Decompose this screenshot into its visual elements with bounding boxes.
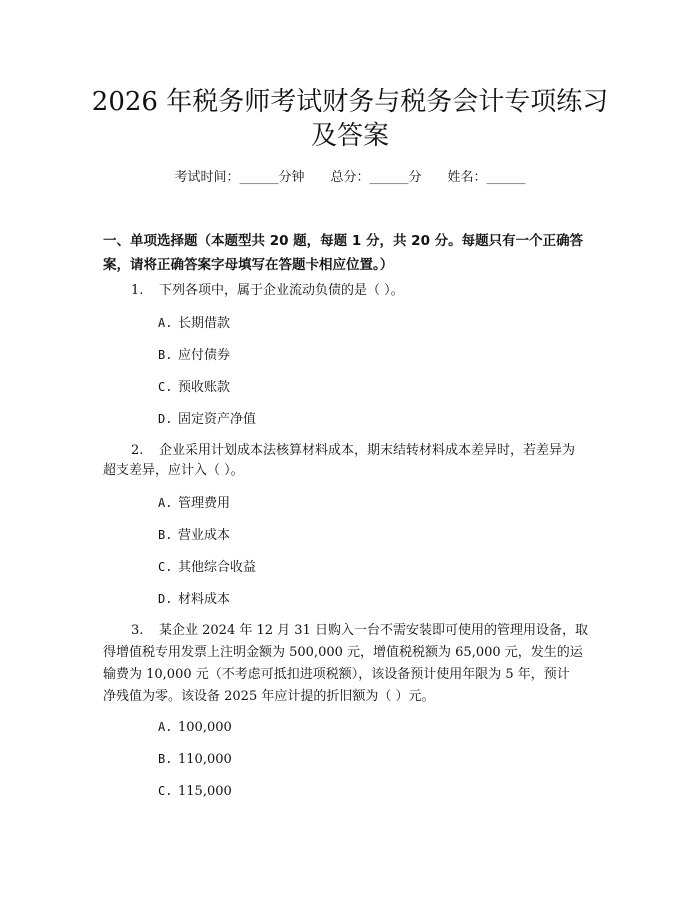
question-1-line-1 [131,281,404,301]
question-2-line-2: 超支差异，应计入（ ）。 [103,463,244,478]
question-1-option-c [158,377,230,398]
option-letter: B. [158,348,173,362]
option-text: 长期借款 [178,316,231,331]
option-letter: C. [158,784,173,798]
option-letter: C. [158,560,173,574]
option-text: 应付债券 [178,348,231,363]
option-letter: C. [158,380,173,394]
document-title-line-2: 及答案 [310,121,389,151]
section-heading-line-2: 案，请将正确答案字母填写在答题卡相应位置。） [103,257,394,273]
question-2-number: 2. [131,443,144,458]
option-text: 115,000 [178,784,232,799]
document-title-line-1: 2026 年税务师考试财务与税务会计专项练习 [91,87,609,117]
option-text: 110,000 [178,752,232,767]
question-2-line-1 [131,441,575,461]
question-3-line-3: 输费为 10,000 元（不考虑可抵扣进项税额），该设备预计使用年限为 5 年，预计 [103,667,570,682]
question-3-line-1 [131,621,588,641]
option-letter: D. [158,592,173,606]
question-3-option-a [158,717,232,738]
question-2-option-a [158,493,230,514]
option-text: 管理费用 [178,496,231,511]
question-2-option-d [158,589,230,610]
question-3-line-2: 得增值税专用发票上注明金额为 500,000 元，增值税税额为 65,000 元，发生的运 [103,645,583,660]
question-3-option-c [158,781,232,802]
option-text: 营业成本 [178,528,231,543]
option-letter: A. [158,720,173,734]
question-1-option-a [158,313,230,334]
question-3-text-line-1: 某企业 2024 年 12 月 31 日购入一台不需安装即可使用的管理用设备，取 [159,623,588,638]
section-heading-line-1: 一、单项选择题（本题型共 20 题，每题 1 分，共 20 分。每题只有一个正确答 [103,233,584,249]
option-letter: D. [158,412,173,426]
question-1-option-b [158,345,230,366]
question-1-option-d [158,409,256,430]
option-letter: B. [158,528,173,542]
question-3-number: 3. [131,623,144,638]
option-text: 100,000 [178,720,232,735]
question-2-option-b [158,525,230,546]
question-1-text: 下列各项中，属于企业流动负债的是（ ）。 [159,283,404,298]
name-label: 姓名：______ [447,170,526,185]
question-2-option-c [158,557,256,578]
option-letter: A. [158,496,173,510]
question-3-line-4: 净残值为零。该设备 2025 年应计提的折旧额为（ ）元。 [103,689,435,704]
question-2-text-line-1: 企业采用计划成本法核算材料成本，期末结转材料成本差异时，若差异为 [159,443,576,458]
exam-time-label: 考试时间：______分钟 [174,170,305,185]
option-text: 其他综合收益 [178,560,257,575]
exam-info [0,168,700,188]
option-text: 固定资产净值 [178,412,257,427]
option-letter: A. [158,316,173,330]
question-3-option-b [158,749,232,770]
option-text: 材料成本 [178,592,231,607]
question-1-number: 1. [131,283,144,298]
option-letter: B. [158,752,173,766]
total-score-label: 总分：______分 [330,170,422,185]
option-text: 预收账款 [178,380,231,395]
